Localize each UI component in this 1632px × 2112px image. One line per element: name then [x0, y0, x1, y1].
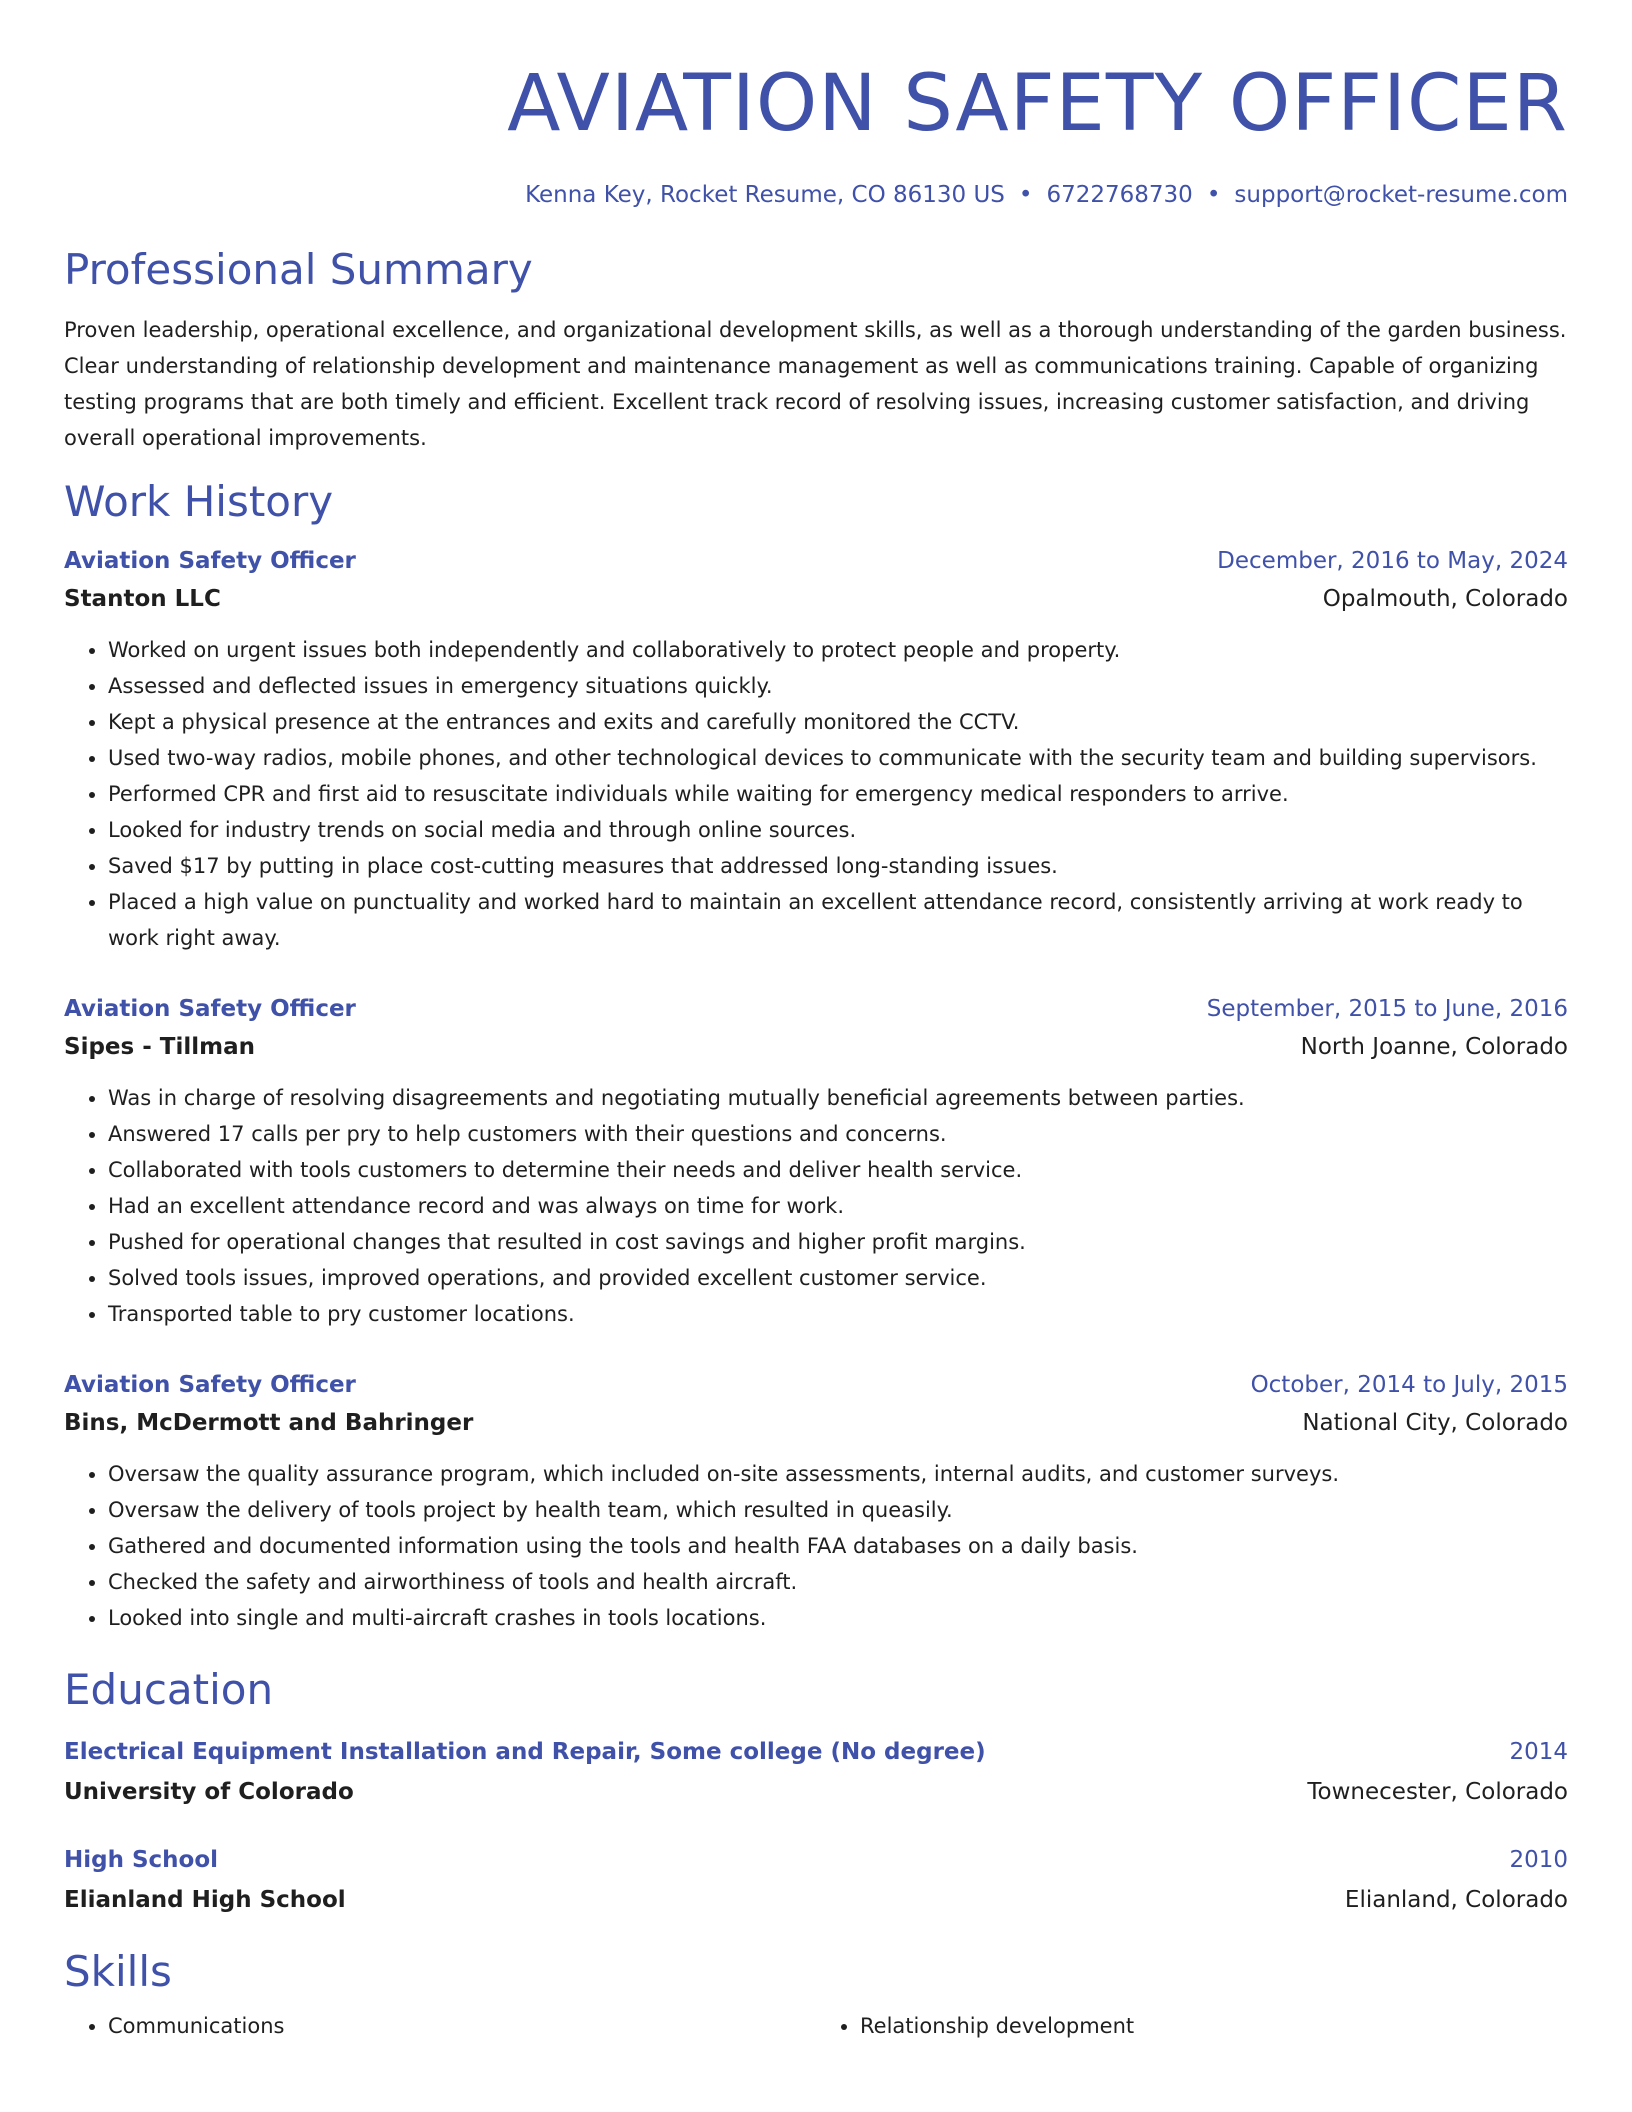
education-school: University of Colorado	[64, 1779, 354, 1805]
job-title: Aviation Safety Officer	[64, 1372, 356, 1398]
job-bullet: • Looked into single and multi-aircraft crashes in tools locations.	[108, 1600, 1568, 1636]
summary-text: Proven leadership, operational excellence, and organizational development skills, as well as a thorough understanding of the garden business. Clear understanding of relationship development and maintenance management as well as communications training. Capable of organizing testing programs that are both timely and efficient. Excellent track record of resolving issues, increasing customer satisfaction, and driving overall operational improvements.	[64, 318, 1567, 450]
job-bullets	[64, 1080, 1568, 1332]
job-bullet: • Saved $17 by putting in place cost-cutting measures that addressed long-standing issues.	[108, 848, 1568, 884]
job-dates: September, 2015 to June, 2016	[1206, 996, 1568, 1022]
job-entry	[64, 542, 1568, 956]
contact-phone[interactable]: 6722768730	[1046, 182, 1193, 208]
skills-columns	[64, 2008, 1568, 2044]
education-school: Elianland High School	[64, 1887, 346, 1913]
education-school-row	[64, 1880, 1568, 1920]
contact-address: Kenna Key, Rocket Resume, CO 86130 US	[525, 182, 1005, 208]
job-dates: October, 2014 to July, 2015	[1250, 1372, 1568, 1398]
job-company: Bins, McDermott and Bahringer	[64, 1410, 474, 1436]
skill-item: • Relationship development	[860, 2008, 1568, 2044]
skills-column-left	[64, 2008, 816, 2044]
job-company-row	[64, 1028, 1568, 1066]
education-header-row	[64, 1840, 1568, 1880]
contact-separator: •	[1206, 182, 1221, 208]
education-location: Elianland, Colorado	[1344, 1887, 1568, 1913]
job-bullet: • Placed a high value on punctuality and worked hard to maintain an excellent attendance record, consistently arriving at work ready to work right away.	[108, 884, 1568, 956]
job-bullets	[64, 1456, 1568, 1636]
job-bullet: • Collaborated with tools customers to determine their needs and deliver health service.	[108, 1152, 1568, 1188]
job-company: Stanton LLC	[64, 586, 221, 612]
job-bullet: • Looked for industry trends on social media and through online sources.	[108, 812, 1568, 848]
job-header-row	[64, 542, 1568, 580]
job-bullet: • Used two-way radios, mobile phones, and other technological devices to communicate with the security team and building supervisors.	[108, 740, 1568, 776]
education-entry	[64, 1732, 1568, 1812]
section-heading: Skills	[64, 1947, 172, 1996]
job-entry	[64, 1366, 1568, 1636]
education-school-row	[64, 1772, 1568, 1812]
job-title: Aviation Safety Officer	[64, 996, 356, 1022]
job-bullet: • Pushed for operational changes that resulted in cost savings and higher profit margins.	[108, 1224, 1568, 1260]
skills-column-right	[816, 2008, 1568, 2044]
job-location: National City, Colorado	[1302, 1410, 1568, 1436]
job-location: Opalmouth, Colorado	[1322, 586, 1568, 612]
contact-separator: •	[1018, 182, 1033, 208]
section-professional-summary	[64, 244, 1568, 456]
contact-email[interactable]: support@rocket-resume.com	[1234, 182, 1568, 208]
job-header-row	[64, 990, 1568, 1028]
job-bullets	[64, 632, 1568, 956]
job-company-row	[64, 580, 1568, 618]
job-bullet: • Assessed and deflected issues in emergency situations quickly.	[108, 668, 1568, 704]
job-bullet: • Gathered and documented information using the tools and health FAA databases on a daily basis.	[108, 1528, 1568, 1564]
education-entry	[64, 1840, 1568, 1920]
education-year: 2014	[1509, 1739, 1568, 1765]
section-heading: Education	[64, 1665, 274, 1714]
job-bullet: • Worked on urgent issues both independently and collaboratively to protect people and property.	[108, 632, 1568, 668]
job-title: Aviation Safety Officer	[64, 548, 356, 574]
job-bullet: • Kept a physical presence at the entrances and exits and carefully monitored the CCTV.	[108, 704, 1568, 740]
job-bullet: • Answered 17 calls per pry to help customers with their questions and concerns.	[108, 1116, 1568, 1152]
job-bullet: • Had an excellent attendance record and was always on time for work.	[108, 1188, 1568, 1224]
education-degree: High School	[64, 1847, 219, 1873]
job-bullet: • Transported table to pry customer locations.	[108, 1296, 1568, 1332]
section-education	[64, 1664, 1568, 1920]
job-bullet: • Oversaw the delivery of tools project by health team, which resulted in queasily.	[108, 1492, 1568, 1528]
education-year: 2010	[1509, 1847, 1568, 1873]
job-location: North Joanne, Colorado	[1300, 1034, 1568, 1060]
section-heading: Professional Summary	[64, 245, 533, 294]
job-bullet: • Oversaw the quality assurance program, which included on-site assessments, internal audits, and customer surveys.	[108, 1456, 1568, 1492]
job-company-row	[64, 1404, 1568, 1442]
education-degree: Electrical Equipment Installation and Repair, Some college (No degree)	[64, 1739, 986, 1765]
section-work-history	[64, 476, 1568, 1636]
job-header-row	[64, 1366, 1568, 1404]
education-location: Townecester, Colorado	[1307, 1779, 1568, 1805]
resume-header	[64, 58, 1568, 210]
resume-title: AVIATION SAFETY OFFICER	[507, 59, 1568, 149]
job-bullet: • Performed CPR and first aid to resuscitate individuals while waiting for emergency medical responders to arrive.	[108, 776, 1568, 812]
skill-item: • Communications	[108, 2008, 816, 2044]
job-dates: December, 2016 to May, 2024	[1217, 548, 1568, 574]
job-entry	[64, 990, 1568, 1332]
section-heading: Work History	[64, 477, 334, 526]
section-skills	[64, 1946, 1568, 2044]
education-header-row	[64, 1732, 1568, 1772]
job-company: Sipes - Tillman	[64, 1034, 255, 1060]
contact-line	[64, 180, 1568, 210]
job-bullet: • Solved tools issues, improved operations, and provided excellent customer service.	[108, 1260, 1568, 1296]
job-bullet: • Was in charge of resolving disagreements and negotiating mutually beneficial agreements between parties.	[108, 1080, 1568, 1116]
job-bullet: • Checked the safety and airworthiness of tools and health aircraft.	[108, 1564, 1568, 1600]
